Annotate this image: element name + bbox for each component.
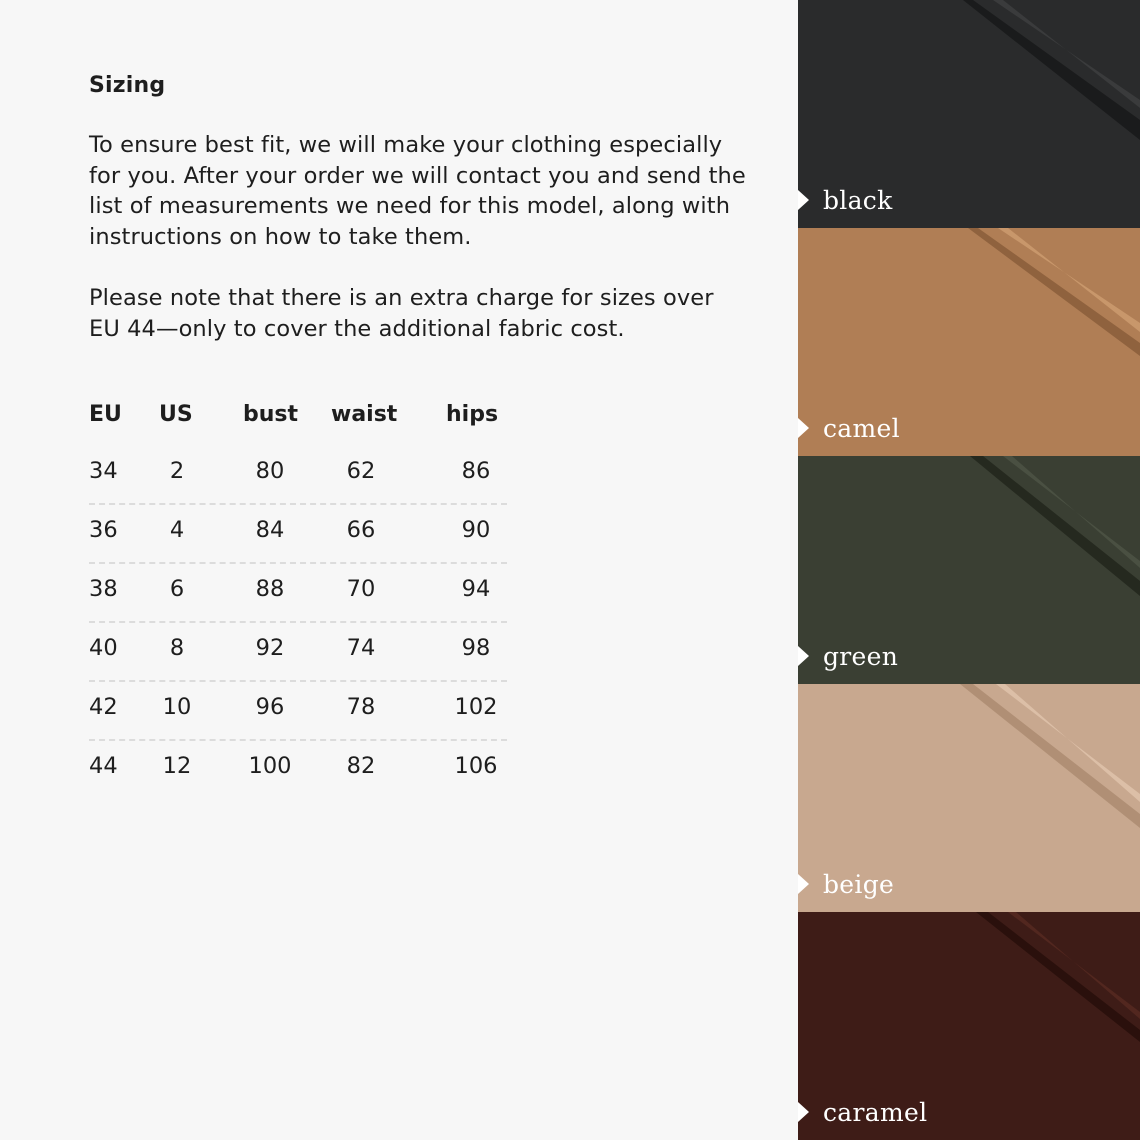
tag-arrow-icon bbox=[798, 874, 809, 894]
table-row bbox=[89, 446, 507, 503]
cell-eu: 36 bbox=[89, 517, 118, 543]
cell-eu: 44 bbox=[89, 753, 118, 779]
table-row bbox=[89, 680, 507, 739]
swatch-label: beige bbox=[823, 869, 895, 899]
fabric-swatches bbox=[798, 0, 1140, 1140]
cell-bust: 84 bbox=[255, 517, 285, 543]
swatch-label: black bbox=[823, 185, 893, 215]
cell-waist: 82 bbox=[346, 753, 376, 779]
header-us: US bbox=[159, 402, 193, 427]
tag-arrow-icon bbox=[798, 1102, 809, 1122]
tag-arrow-icon bbox=[798, 190, 809, 210]
cell-hips: 94 bbox=[461, 576, 491, 602]
cell-eu: 34 bbox=[89, 458, 118, 484]
cell-hips: 98 bbox=[461, 635, 491, 661]
header-waist: waist bbox=[331, 402, 398, 427]
swatch-label: caramel bbox=[823, 1097, 928, 1127]
cell-hips: 90 bbox=[461, 517, 491, 543]
swatch-tag bbox=[798, 184, 893, 216]
swatch-label: green bbox=[823, 641, 899, 671]
swatch-tag bbox=[798, 868, 894, 900]
sizing-title: Sizing bbox=[89, 73, 166, 98]
extra-charge-note: Please note that there is an extra charge for sizes over EU 44—only to cover the additional fabric cost. bbox=[89, 285, 714, 342]
swatch-tag bbox=[798, 640, 898, 672]
swatch-green bbox=[798, 456, 1140, 684]
size-table-header bbox=[89, 390, 507, 446]
swatch-black bbox=[798, 0, 1140, 228]
table-row bbox=[89, 621, 507, 680]
header-hips: hips bbox=[446, 402, 499, 427]
table-row bbox=[89, 562, 507, 621]
cell-waist: 78 bbox=[346, 694, 376, 720]
cell-us: 4 bbox=[169, 517, 185, 543]
cell-bust: 96 bbox=[255, 694, 285, 720]
tag-arrow-icon bbox=[798, 418, 809, 438]
cell-hips: 86 bbox=[461, 458, 491, 484]
header-bust: bust bbox=[243, 402, 299, 427]
cell-eu: 42 bbox=[89, 694, 118, 720]
cell-bust: 100 bbox=[248, 753, 292, 779]
size-table bbox=[89, 390, 507, 798]
cell-waist: 74 bbox=[346, 635, 376, 661]
tag-arrow-icon bbox=[798, 646, 809, 666]
size-table-body bbox=[89, 446, 507, 798]
cell-us: 2 bbox=[169, 458, 185, 484]
cell-bust: 88 bbox=[255, 576, 285, 602]
cell-waist: 62 bbox=[346, 458, 376, 484]
cell-waist: 70 bbox=[346, 576, 376, 602]
cell-hips: 106 bbox=[454, 753, 498, 779]
table-row bbox=[89, 739, 507, 798]
swatch-caramel bbox=[798, 912, 1140, 1140]
cell-us: 12 bbox=[162, 753, 192, 779]
cell-us: 8 bbox=[169, 635, 185, 661]
cell-us: 10 bbox=[162, 694, 192, 720]
cell-waist: 66 bbox=[346, 517, 376, 543]
swatch-label: camel bbox=[823, 413, 900, 443]
swatch-beige bbox=[798, 684, 1140, 912]
swatch-camel bbox=[798, 228, 1140, 456]
cell-bust: 80 bbox=[255, 458, 285, 484]
cell-eu: 40 bbox=[89, 635, 118, 661]
cell-eu: 38 bbox=[89, 576, 118, 602]
fit-paragraph: To ensure best fit, we will make your clothing especially for you. After your order we will contact you and send the list of measurements we need for this model, along with instructions on how to take them. bbox=[89, 132, 746, 250]
cell-hips: 102 bbox=[454, 694, 498, 720]
swatch-tag bbox=[798, 1096, 927, 1128]
cell-bust: 92 bbox=[255, 635, 285, 661]
swatch-tag bbox=[798, 412, 900, 444]
table-row bbox=[89, 503, 507, 562]
header-eu: EU bbox=[89, 402, 122, 427]
cell-us: 6 bbox=[169, 576, 185, 602]
